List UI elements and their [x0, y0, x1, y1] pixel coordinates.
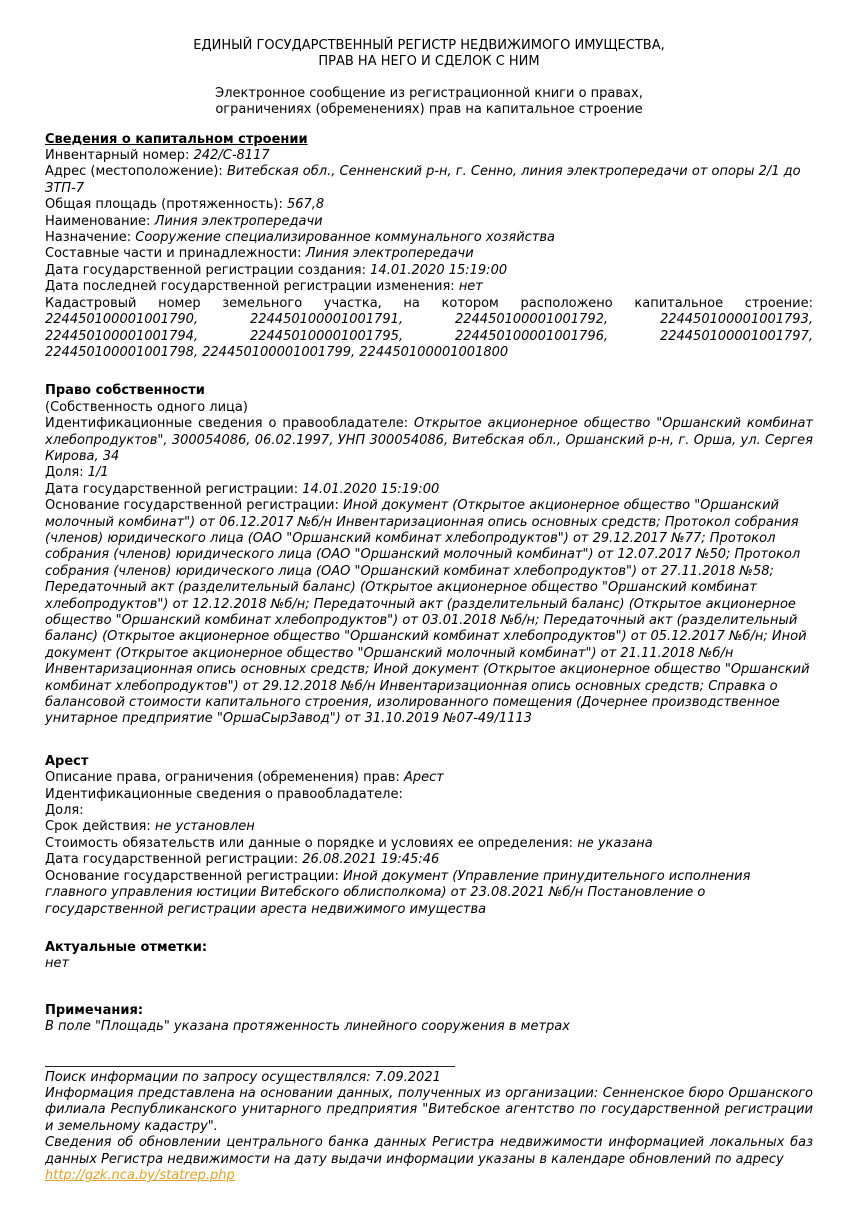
field-label: Основание государственной регистрации:: [45, 498, 339, 514]
field-value: 224450100001001790, 224450100001001791, 224450100001001792, 224450100001001793, 224450100001001794, 224450100001001795, 224450100001001796, 224450100001001797, 224450100001001798, 224450100001001799, 224450100001001800: [45, 312, 813, 360]
section-ownership-right: [45, 383, 813, 728]
field-inventory-number: [45, 148, 813, 164]
field-total-area: [45, 197, 813, 213]
field-label: Идентификационные сведения о правообладателе:: [45, 786, 403, 802]
field-registration-date: [45, 852, 813, 868]
field-rightholder-identification: [45, 787, 813, 803]
field-label: Составные части и принадлежности:: [45, 246, 302, 262]
capital-structure-heading: Сведения о капитальном строении: [45, 131, 308, 147]
field-value: Арест: [403, 770, 444, 786]
field-value: Линия электропередачи: [305, 246, 474, 262]
document-subtitle-line2: ограничениях (обременениях) прав на капитальное строение: [215, 102, 643, 118]
section-capital-structure: [45, 132, 813, 362]
field-registration-date: [45, 482, 813, 498]
ownership-heading: Право собственности: [45, 383, 205, 399]
field-label: Дата государственной регистрации:: [45, 481, 299, 497]
actual-marks-heading: Актуальные отметки:: [45, 939, 208, 955]
notes-value: В поле "Площадь" указана протяженность линейного сооружения в метрах: [45, 1019, 570, 1035]
footer-link-row: [45, 1168, 813, 1184]
field-value: нет: [458, 279, 483, 295]
field-label: Основание государственной регистрации:: [45, 868, 339, 884]
field-purpose: [45, 230, 813, 246]
field-label: Общая площадь (протяженность):: [45, 197, 283, 213]
field-label: Доля:: [45, 465, 84, 481]
field-label: Стоимость обязательств или данные о порядке и условиях ее определения:: [45, 835, 574, 851]
field-value: 14.01.2020 15:19:00: [302, 481, 440, 497]
field-last-change-registration-date: [45, 279, 813, 295]
field-value: 567,8: [286, 197, 325, 213]
notes-heading: Примечания:: [45, 1002, 144, 1018]
field-share: [45, 465, 813, 481]
field-creation-registration-date: [45, 263, 813, 279]
footer-update-line: Сведения об обновлении центрального банка данных Регистра недвижимости информацией локальных баз данных Регистра недвижимости на дату выдачи информации указаны в календаре обновлений по адресу: [45, 1135, 813, 1167]
document-footer: [45, 1066, 813, 1185]
field-registration-basis: [45, 498, 813, 728]
arrest-heading: Арест: [45, 753, 89, 769]
field-value: Линия электропередачи: [154, 213, 323, 229]
field-label: Идентификационные сведения о правообладателе:: [45, 416, 409, 432]
footer-search-line: Поиск информации по запросу осуществлялся: 7.09.2021: [45, 1069, 441, 1085]
field-validity-period: [45, 819, 813, 835]
registry-title: [45, 38, 813, 71]
field-share: [45, 803, 813, 819]
registry-title-line1: ЕДИНЫЙ ГОСУДАРСТВЕННЫЙ РЕГИСТР НЕДВИЖИМОГО ИМУЩЕСТВА,: [193, 38, 665, 53]
field-value: не указана: [577, 835, 653, 851]
statrep-link[interactable]: http://gzk.nca.by/statrep.php: [45, 1167, 235, 1183]
field-label: Кадастровый номер земельного участка, на котором расположено капитальное строение:: [45, 295, 813, 311]
section-arrest: [45, 754, 813, 918]
field-name: [45, 214, 813, 230]
field-value: 242/С-8117: [193, 148, 270, 164]
field-value: 26.08.2021 19:45:46: [302, 852, 440, 868]
section-actual-marks: [45, 940, 813, 973]
field-rightholder-identification: [45, 416, 813, 465]
registry-title-line2: ПРАВ НА НЕГО И СДЕЛОК С НИМ: [318, 54, 540, 70]
field-address: [45, 164, 813, 197]
document-subtitle: [45, 86, 813, 119]
ownership-subheading: (Собственность одного лица): [45, 399, 248, 415]
field-label: Адрес (местоположение):: [45, 164, 223, 180]
field-label: Дата государственной регистрации создания:: [45, 262, 367, 278]
field-label: Дата последней государственной регистрации изменения:: [45, 279, 455, 295]
field-label: Описание права, ограничения (обременения) прав:: [45, 770, 400, 786]
document-subtitle-line1: Электронное сообщение из регистрационной книги о правах,: [215, 85, 643, 101]
footer-separator-line: [45, 1066, 455, 1067]
field-obligation-value: [45, 836, 813, 852]
section-notes: [45, 1003, 813, 1036]
field-value: Иной документ (Управление принудительного исполнения главного управления юстиции Витебского облисполкома) от 23.08.2021 №б/н Постановление о государственной регистрации ареста недвижимого имущества: [45, 868, 751, 917]
field-label: Срок действия:: [45, 819, 151, 835]
field-label: Наименование:: [45, 213, 151, 229]
field-registration-basis: [45, 869, 813, 918]
field-value: не установлен: [154, 819, 255, 835]
field-value: Сооружение специализированное коммунального хозяйства: [135, 230, 556, 246]
field-component-parts: [45, 246, 813, 262]
field-right-description: [45, 770, 813, 786]
field-value: 1/1: [87, 465, 109, 481]
field-label: Инвентарный номер:: [45, 148, 190, 164]
field-value: Открытое акционерное общество "Оршанский комбинат хлебопродуктов", 300054086, 06.02.1997, УНП 300054086, Витебская обл., Оршанский р-н, г. Орша, ул. Сергея Кирова, 34: [45, 416, 813, 464]
actual-marks-value: нет: [45, 956, 70, 972]
field-value: 14.01.2020 15:19:00: [370, 262, 508, 278]
field-value: Витебская обл., Сенненский р-н, г. Сенно, линия электропередачи от опоры 2/1 до ЗТП-7: [45, 164, 801, 196]
field-cadastral-numbers: [45, 296, 813, 362]
field-label: Дата государственной регистрации:: [45, 852, 299, 868]
field-value: Иной документ (Открытое акционерное общество "Оршанский молочный комбинат") от 06.12.2017 №б/н Инвентаризационная опись основных средств; Протокол собрания (членов) юридического лица (ОАО "Оршанский комбинат хлебопродуктов") от 29.12.2017 №77; Протокол собрания (членов) юридического лица (ОАО "Оршанский молочный комбинат") от 12.07.2017 №50; Протокол собрания (членов) юридического лица (ОАО "Оршанский комбинат хлебопродуктов") от 27.11.2018 №58; Передаточный акт (разделительный баланс) (Открытое акционерное общество "Оршанский комбинат хлебопродуктов") от 12.12.2018 №б/н; Передаточный акт (разделительный баланс) (Открытое акционерное общество "Оршанский комбинат хлебопродуктов") от 03.01.2018 №б/н; Передаточный акт (разделительный баланс) (Открытое акционерное общество "Оршанский комбинат хлебопродуктов") от 05.12.2017 №б/н; Иной документ (Открытое акционерное общество "Оршанский молочный комбинат") от 21.11.2018 №б/н Инвентаризационная опись основных средств; Иной документ (Открытое акционерное общество "Оршанский комбинат хлебопродуктов") от 29.12.2018 №б/н Инвентаризационная опись основных средств; Справка о балансовой стоимости капитального строения, изолированного помещения (Дочернее производственное унитарное предприятие "ОршаСырЗавод") от 31.10.2019 №07-49/1113: [45, 498, 810, 727]
footer-source-line: Информация представлена на основании данных, полученных из организации: Сенненское бюро Оршанского филиала Республиканского унитарного предприятия "Витебское агентство по государственной регистрации и земельному кадастру".: [45, 1085, 813, 1134]
field-label: Назначение:: [45, 230, 132, 246]
field-label: Доля:: [45, 803, 84, 819]
